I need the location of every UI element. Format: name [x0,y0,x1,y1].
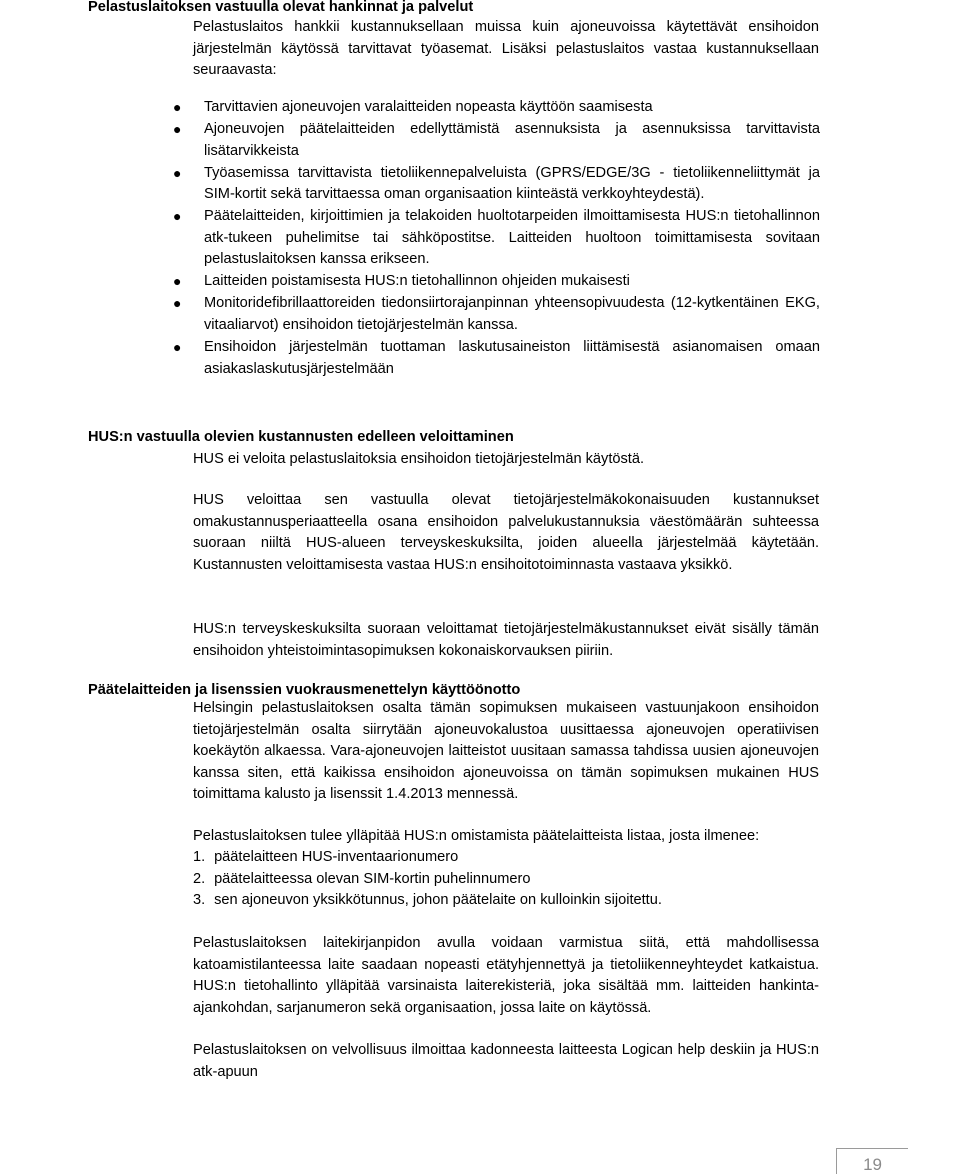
bullet-icon: ● [173,273,182,290]
list-item: ● Laitteiden poistamisesta HUS:n tietohallinnon ohjeiden mukaisesti [160,271,820,293]
list-item: ● Ensihoidon järjestelmän tuottaman laskutusaineiston liittämisestä asianomaisen omaan asiakaslaskutusjärjestelmään [173,339,820,377]
section3-paragraph-1: Helsingin pelastuslaitoksen osalta tämän sopimuksen mukaiseen vastuunjakoon ensihoidon tietojärjestelmän osalta siirrytään ajoneuvokalustoa uusittaessa ajoneuvojen operatiivisen koekäytön alkaessa. Vara-ajoneuvojen laitteistot uusitaan samassa tahdissa uusien ajoneuvojen kanssa siten, että kaikissa ensihoidon ajoneuvoissa on tämän sopimuksen mukainen HUS toimittama kalusto ja lisenssit 1.4.2013 mennessä. [193,700,819,802]
section-heading-hus-costs: HUS:n vastuulla olevien kustannusten edelleen veloittaminen [88,429,514,445]
section3-paragraph-4: Pelastuslaitoksen on velvollisuus ilmoittaa kadonneesta laitteesta Logican help deskiin ja HUS:n atk-apuun [193,1042,819,1080]
list-item: ● Tarvittavien ajoneuvojen varalaitteiden nopeasta käyttöön saamisesta [160,97,820,119]
list-item: ● Päätelaitteiden, kirjoittimien ja telakoiden huoltotarpeiden ilmoittamisesta HUS:n tietohallinnon atk-tukeen puhelimitse tai sähköpostitse. Laitteiden huoltoon toimittamisesta sovitaan pelastuslaitoksen kanssa erikseen. [173,208,820,268]
bullet-icon: ● [173,208,182,225]
section2-paragraph-1: HUS ei veloita pelastuslaitoksia ensihoidon tietojärjestelmän käytöstä. [193,451,645,467]
list-item: ● Monitoridefibrillaattoreiden tiedonsiirtorajanpinnan yhteensopivuudesta (12-kytkentäinen EKG, vitaaliarvot) ensihoidon tietojärjestelmän kanssa. [173,295,820,333]
bullet-icon: ● [173,339,182,356]
section-heading-pelastuslaitos: Pelastuslaitoksen vastuulla olevat hankinnat ja palvelut [88,0,474,15]
page-number: 19 [863,1155,882,1174]
section2-paragraph-3: HUS:n terveyskeskuksilta suoraan veloittamat tietojärjestelmäkustannukset eivät sisälly tämän ensihoidon yhteistoimintasopimuksen kokonaiskorvauksen piiriin. [193,621,819,659]
section2-paragraph-2: HUS veloittaa sen vastuulla olevat tietojärjestelmäkokonaisuuden kustannukset omakustannusperiaatteella osana ensihoidon palvelukustannuksia väestömäärän suhteessa suoraan niiltä HUS-alueen terveyskeskuksilta, joiden alueella järjestelmää käytetään. Kustannusten veloittamisesta vastaa HUS:n ensihoitotoiminnasta vastaava yksikkö. [193,492,819,573]
section1-intro: Pelastuslaitos hankkii kustannuksellaan muissa kuin ajoneuvoissa käytettävät ensihoidon järjestelmän käytössä tarvittavat työasemat. Lisäksi pelastuslaitos vastaa kustannuksellaan seuraavasta: [193,19,819,78]
list-item: ● Työasemissa tarvittavista tietoliikennepalveluista (GPRS/EDGE/3G - tietoliikenneliittymät ja SIM-kortit sekä tarvittaessa oman organisaation kiinteästä verkkoyhteydestä). [173,164,820,203]
section1-bullet-list [160,97,820,381]
bullet-icon: ● [173,164,182,181]
bullet-icon: ● [173,295,182,312]
list-item: ● Ajoneuvojen päätelaitteiden edellyttämistä asennuksista ja asennuksissa tarvittavista lisätarvikkeista [173,121,820,159]
section3-numbered-list [193,847,819,912]
bullet-icon: ● [173,99,182,115]
bullet-icon: ● [173,121,182,138]
section-heading-paatelaitteet: Päätelaitteiden ja lisenssien vuokrausmenettelyn käyttöönotto [88,682,521,698]
section3-paragraph-3: Pelastuslaitoksen laitekirjanpidon avulla voidaan varmistua siitä, että mahdollisessa katoamistilanteessa laite saadaan nopeasti etätyhjennettyä ja tietoliikenneyhteydet katkaistua. HUS:n tietohallinto ylläpitää varsinaista laiterekisteriä, joka sisältää mm. laitteiden hankinta-ajankohdan, sarjanumeron sekä organisaation, jossa laite on käytössä. [193,935,819,1016]
list-item: 2. päätelaitteessa olevan SIM-kortin puhelinnumero [193,870,531,887]
list-item: 3. sen ajoneuvon yksikkötunnus, johon päätelaite on kulloinkin sijoitettu. [193,892,662,908]
page-number-box [836,1148,908,1174]
section3-paragraph-2: Pelastuslaitoksen tulee ylläpitää HUS:n omistamista päätelaitteista listaa, josta ilmenee: [193,828,760,844]
list-item: 1. päätelaitteen HUS-inventaarionumero [193,849,459,865]
